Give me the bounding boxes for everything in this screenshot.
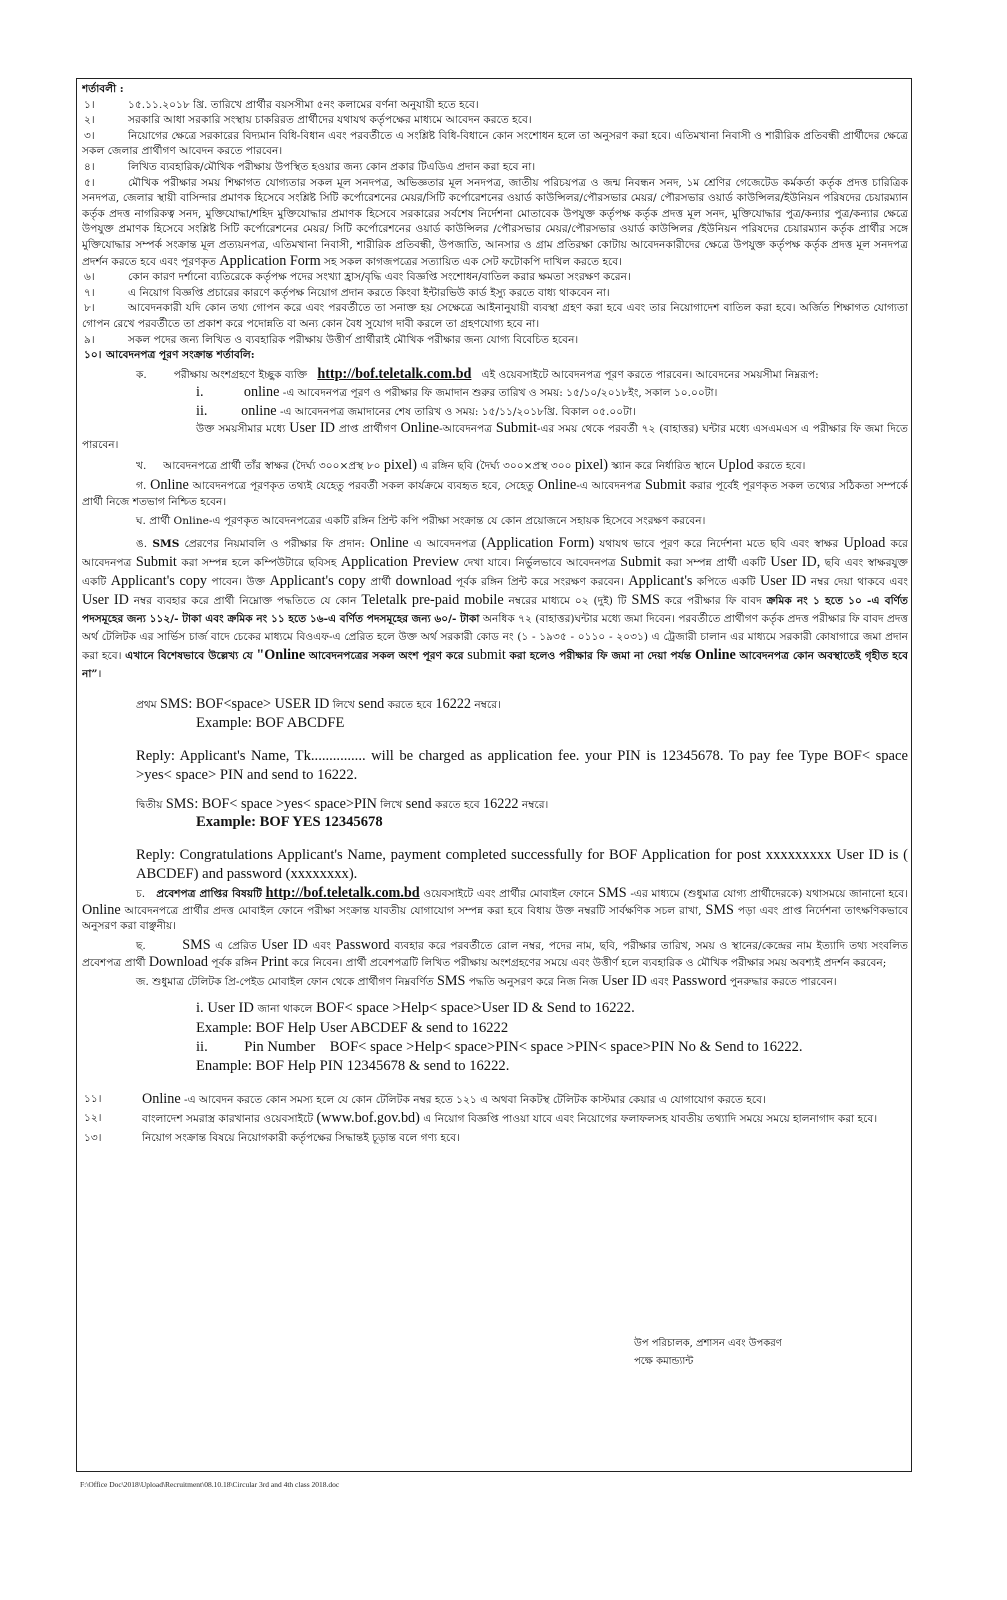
clause-label: ক. xyxy=(136,368,147,381)
sms-example-2: Example: BOF YES 12345678 xyxy=(196,814,383,831)
term-item-8 xyxy=(82,301,908,332)
clause-label: ঙ. xyxy=(136,538,148,551)
recover-userid-example: Example: BOF Help User ABCDEF & send to 16222 xyxy=(196,1019,509,1036)
term-item-12: ১২। বাংলাদেশ সমরাস্ত্র কারখানার ওয়েবসাইটে (www.bof.gov.bd) এ নিয়োগ বিজ্ঞপ্তি পাওয়া যাবে এবং নিয়োগের ফলাফলসহ যাবতীয় তথ্যাদি সময়ে সময়ে হালনাগাদ করা হবে। xyxy=(84,1110,878,1127)
sms-example-1: Example: BOF ABCDFE xyxy=(196,714,345,731)
clause-ca: চ. প্রবেশপত্র প্রাপ্তির বিষয়টি http://bof.teletalk.com.bd ওয়েবসাইটে এবং প্রার্থীর মোবাইল ফোনে SMS -এর মাধ্যমে (শুধুমাত্র যোগ্য প্রার্থীদেরকে) যথাসময়ে জানানো হবে। Online আবেদনপত্রে প্রার্থীর প্রদত্ত মোবাইল ফোনে পরীক্ষা সংক্রান্ত যাবতীয় যোগাযোগ সম্পন্ন করা হবে বিধায় উক্ত নম্বরটি সার্বক্ষণিক সচল রাখা, SMS পড়া এবং প্রাপ্ত নির্দেশনা তাৎক্ষণিকভাবে অনুসরণ করা বাঞ্ছনীয়। xyxy=(82,885,908,933)
clause-kha: খ. আবেদনপত্রে প্রার্থী তাঁর স্বাক্ষর (দৈর্ঘ্য ৩০০×প্রস্থ ৮০ pixel) এ রঙ্গিন ছবি (দৈর্ঘ্য ৩০০×প্রস্থ ৩০০ pixel) স্ক্যান করে নির্ধারিত স্থানে Uplod করতে হবে। xyxy=(136,456,806,473)
sms-reply-1: Reply: Applicant's Name, Tk............... will be charged as application fee. your PIN is 12345678. To pay fee Type BOF< space >yes< space> PIN and send to 16222. xyxy=(136,747,908,783)
term-item-1 xyxy=(82,98,908,114)
term-number: ৬। xyxy=(84,271,95,284)
teletalk-link-2[interactable]: http://bof.teletalk.com.bd xyxy=(265,885,420,902)
term-item-6 xyxy=(82,270,908,286)
term-number: ১৩। xyxy=(84,1131,102,1144)
term-item-3 xyxy=(82,129,908,160)
application-form-text: Application Form xyxy=(219,252,321,269)
term-number: ১২। xyxy=(84,1112,102,1125)
term-item-13 xyxy=(82,1131,908,1147)
recover-pin-line: ii. Pin Number BOF< space >Help< space>PIN< space >PIN< space>PIN No & Send to 16222. xyxy=(196,1038,803,1055)
end-date: ১৫/১১/২০১৮খ্রি. বিকাল ০৫.০০টা। xyxy=(481,405,636,418)
term-number: ৮। xyxy=(84,302,95,315)
signatory-on-behalf: পক্ষে কমান্ড্যান্ট xyxy=(634,1356,694,1367)
file-path-footer: F:\Office Doc\2018\Upload\Recruitment\08.10.18\Circular 3rd and 4th class 2018.doc xyxy=(80,1480,340,1489)
term-number: ১। xyxy=(84,98,95,111)
clause-ja: জ. শুধুমাত্র টেলিটক প্রি-পেইড মোবাইল ফোন থেকে প্রার্থীগণ নিম্নবর্ণিত SMS পদ্ধতি অনুসরণ করে নিজ নিজ User ID এবং Password পুনরুদ্ধার করতে পারবেন। xyxy=(136,973,837,990)
clause-cha: ছ. SMS এ প্রেরিত User ID এবং Password ব্যবহার করে পরবর্তীতে রোল নম্বর, পদের নাম, ছবি, পরীক্ষার তারিখ, সময় ও স্থানের/কেন্দ্রের নাম ইত্যাদি তথ্য সংবলিত প্রবেশপত্র প্রার্থী Download পূর্বক রঙ্গিন Print করে নিবেন। প্রার্থী প্রবেশপত্রটি লিখিত পরীক্ষায় অংশগ্রহণের সময়ে এবং উত্তীর্ণ হলে ব্যবহারিক ও মৌখিক পরীক্ষার সময় অবশ্যই প্রদর্শন করবেন; xyxy=(82,937,908,970)
term-item-10 xyxy=(82,348,908,364)
signatory-designation: উপ পরিচালক, প্রশাসন এবং উপকরণ xyxy=(634,1338,782,1349)
clause-label: চ. xyxy=(136,888,146,901)
term-text: নিয়োগের ক্ষেত্রে সরকারের বিদ্যমান বিধি-বিধান এবং পরবর্তীতে এ সংশ্লিষ্ট বিধি-বিধানে কোন সংশোধন হলে তা অনুসরণ করা হবে। এতিমখানা নিবাসী ও শারীরিক প্রতিবন্ধী প্রার্থীদের ক্ষেত্রে সকল জেলার প্রার্থীগণ আবেদন করতে পারবেন। xyxy=(82,129,908,158)
term-number: ৪। xyxy=(84,160,95,173)
term-text: লিখিত ব্যবহারিক/মৌখিক পরীক্ষায় উপস্থিত হওয়ার জন্য কোন প্রকার টিএডিএ প্রদান করা হবে না। xyxy=(128,160,536,173)
term-text: ১৫.১১.২০১৮ খ্রি. তারিখে প্রার্থীর বয়সসীমা ৫নং কলামের বর্ণনা অনুযায়ী হতে হবে। xyxy=(128,98,479,111)
time-line-ii: ii. online -এ আবেদনপত্র জমাদানের শেষ তারিখ ও সময়: ১৫/১১/২০১৮খ্রি. বিকাল ০৫.০০টা। xyxy=(196,402,636,419)
term-number: ৩। xyxy=(84,129,95,142)
sms-instruction-2: দ্বিতীয় SMS: BOF< space >yes< space>PIN লিখে send করতে হবে 16222 নম্বরে। xyxy=(136,795,549,812)
teletalk-link[interactable]: http://bof.teletalk.com.bd xyxy=(317,365,472,382)
clause-label: ঘ. xyxy=(136,515,146,528)
clause-gha: ঘ. প্রার্থী Online-এ পূরণকৃত আবেদনপত্রের একটি রঙ্গিন প্রিন্ট কপি পরীক্ষা সংক্রান্ত যে কোন প্রয়োজনে সহায়ক হিসেবে সংরক্ষণ করবেন। xyxy=(136,515,706,528)
term-text: এ নিয়োগ বিজ্ঞপ্তি প্রচারের কারণে কর্তৃপক্ষ নিয়োগ প্রদান করতে কিংবা ইন্টারভিউ কার্ড ইস্যু করতে বাধ্য থাকবেন না। xyxy=(128,286,610,299)
term-text: সহ সকল কাগজপত্রের সত্যায়িত এক সেট ফটোকপি দাখিল করতে হবে। xyxy=(324,255,622,268)
term-text: আবেদনপত্র পূরণ সংক্রান্ত শর্তাবলি: xyxy=(106,349,255,362)
term-number: ৫। xyxy=(84,176,95,189)
term-text: নিয়োগ সংক্রান্ত বিষয়ে নিয়োগকারী কর্তৃপক্ষের সিদ্ধান্তই চূড়ান্ত বলে গণ্য হবে। xyxy=(142,1131,460,1144)
term-item-7 xyxy=(82,286,908,302)
signature-block xyxy=(634,1335,782,1371)
time-line-i: i. online -এ আবেদনপত্র পূরণ ও পরীক্ষার ফি জমাদান শুরুর তারিখ ও সময়: ১৫/১০/২০১৮ইং, সকাল ১০.০০টা। xyxy=(196,384,718,401)
term-text: সরকারি আধা সরকারি সংস্থায় চাকরিরত প্রার্থীদের যথাযথ কর্তৃপক্ষের মাধ্যমে আবেদন করতে হবে। xyxy=(128,114,532,127)
clause-uo: ঙ. SMS প্রেরণের নিয়মাবলি ও পরীক্ষার ফি প্রদান: Online এ আবেদনপত্র (Application Form) যথাযথ ভাবে পূরণ করে নির্দেশনা মতে ছবি এবং স্বাক্ষর Upload করে আবেদনপত্র Submit করা সম্পন্ন হলে কম্পিউটারে ছবিসহ Application Preview দেখা যাবে। নির্ভুলভাবে আবেদনপত্র Submit করা সম্পন্ন প্রার্থী একটি User ID, ছবি এবং স্বাক্ষরযুক্ত একটি Applicant's copy পাবেন। উক্ত Applicant's copy প্রার্থী download পূর্বক রঙ্গিন প্রিন্ট করে সংরক্ষণ করবেন। Applicant's কপিতে একটি User ID নম্বর দেয়া থাকবে এবং User ID নম্বর ব্যবহার করে প্রার্থী নিম্নোক্ত পদ্ধতিতে যে কোন Teletalk pre-paid mobile নম্বরের মাধ্যমে ০২ (দুই) টি SMS করে পরীক্ষার ফি বাবদ ক্রমিক নং ১ হতে ১০ -এ বর্ণিত পদসমূহের জন্য ১১২/- টাকা এবং ক্রমিক নং ১১ হতে ১৬-এ বর্ণিত পদসমূহের জন্য ৬০/- টাকা অনধিক ৭২ (বাহাত্তর)ঘন্টার মধ্যে জমা দিবেন। পরবর্তীতে প্রার্থীগণ কর্তৃক প্রদত্ত পরীক্ষার ফি বাবদ প্রদত্ত অর্থ টেলিটক এর সার্ভিস চার্জ বাদে চেকের মাধ্যমে বিওএফ-এ প্রেরিত হলে উক্ত অর্থ সরকারী কোড নং (১ - ১৯৩৫ - ০১১০ - ২০৩১) এ ট্রেজারী চালান এর মাধ্যমে সরকারী কোষাগারে জমা প্রদান করা হবে। এখানে বিশেষভাবে উল্লেখ্য যে "Online আবেদনপত্রের সকল অংশ পূরণ করে submit করা হলেও পরীক্ষার ফি জমা না দেয়া পর্যন্ত Online আবেদনপত্র কোন অবস্থাতেই গৃহীত হবে না”। xyxy=(82,535,908,681)
start-date: ১৫/১০/২০১৮ইং, সকাল ১০.০০টা। xyxy=(566,387,718,400)
term-item-4 xyxy=(82,160,908,176)
term-item-5 xyxy=(82,176,908,271)
term-text: আবেদনকারী যদি কোন তথ্য গোপন করে এবং পরবর্তীতে তা সনাক্ত হয় সেক্ষেত্রে আইনানুযায়ী ব্যবস্থা গ্রহণ করা হবে এবং তার নিয়োগাদেশ বাতিল করা হবে। অর্জিত শিক্ষাগত যোগ্যতা গোপন রেখে পরবর্তীতে তা প্রকাশ করে পদোন্নতি বা অন্য কোন বৈধ সুযোগ দাবী করলে তা গ্রহণযোগ্য হবে না। xyxy=(82,302,908,330)
term-number: ১১। xyxy=(84,1092,102,1105)
fee-amount-text: ক্রমিক নং ১ হতে ১০ -এ বর্ণিত পদসমূহের জন্য ১১২/- টাকা এবং ক্রমিক নং ১১ হতে ১৬-এ বর্ণিত পদসমূহের জন্য ৬০/- টাকা xyxy=(82,595,908,626)
clause-label: খ. xyxy=(136,459,147,472)
clause-ga: গ. Online আবেদনপত্রে পূরণকৃত তথ্যই যেহেতু পরবর্তী সকল কার্যক্রমে ব্যবহৃত হবে, সেহেতু Online-এ আবেদনপত্র Submit করার পূর্বেই পূরণকৃত সকল তথ্যের সঠিকতা সম্পর্কে প্রার্থী নিজে শতভাগ নিশ্চিত হবেন। xyxy=(82,477,908,508)
term-number: ৭। xyxy=(84,286,95,299)
term-item-11: ১১। Online -এ আবেদন করতে কোন সমস্য হলে যে কোন টেলিটক নম্বর হতে ১২১ এ অথবা নিকটস্থ টেলিটক কাস্টমার কেয়ার এ যোগাযোগ করতে হবে। xyxy=(84,1090,766,1107)
term-number: ৯। xyxy=(84,333,95,346)
term-item-9 xyxy=(82,333,908,349)
term-text: সকল পদের জন্য লিখিত ও ব্যবহারিক পরীক্ষায় উত্তীর্ণ প্রার্থীরাই মৌখিক পরীক্ষার জন্য যোগ্য বিবেচিত হবেন। xyxy=(128,333,579,346)
term-text: মৌখিক পরীক্ষার সময় শিক্ষাগত যোগ্যতার সকল মূল সনদপত্র, অভিজ্ঞতার মূল সনদপত্র, জাতীয় পরিচয়পত্র ও জন্ম নিবন্ধন সনদ, ১ম শ্রেণির গেজেটেড কর্মকর্তা কর্তৃক প্রদত্ত চারিত্রিক সনদপত্র, জেলার স্থায়ী বাসিন্দার প্রমাণক হিসেবে সংশ্লিষ্ট সিটি কর্পোরেশনের মেয়র/সিটি কর্পোরেশনের ওয়ার্ড কাউন্সিলর/পৌরসভার মেয়র/ পৌরসভার ওয়ার্ড কাউন্সিলর/ইউনিয়ন পরিষদের চেয়ারম্যান কর্তৃক প্রদত্ত নাগরিকত্ব সনদ, মুক্তিযোদ্ধা/শহিদ মুক্তিযোদ্ধার প্রমাণক হিসেবে সরকারের সর্বশেষ নির্দেশনা মোতাবেক উপযুক্ত কর্তৃপক্ষ কর্তৃক প্রদত্ত মূল সনদ, মুক্তিযোদ্ধার পুত্র/কন্যার পুত্র/কন্যার ক্ষেত্রে উপযুক্ত প্রমাণক হিসেবে সংশ্লিষ্ট সিটি কর্পোরেশনের মেয়র/ সিটি কর্পোরেশনের ওয়ার্ড কাউন্সিলর /পৌরসভার মেয়র/পৌরসভার ওয়ার্ড কাউন্সিলর /ইউনিয়ন পরিষদের চেয়ারম্যান কর্তৃক প্রার্থীর সঙ্গে মুক্তিযোদ্ধার সম্পর্ক সংক্রান্ত মূল প্রত্যয়নপত্র, এতিমখানা নিবাসী, শারীরিক প্রতিবন্ধী, উপজাতি, আনসার ও গ্রাম প্রতিরক্ষা কোটায় আবেদনকারীদের ক্ষেত্রে উপযুক্ত কর্তৃপক্ষ কর্তৃক প্রদত্ত মূল সনদপত্র প্রদর্শন করতে হবে এবং পূরণকৃত xyxy=(82,176,908,268)
term-item-2 xyxy=(82,113,908,129)
sms-instruction-1: প্রথম SMS: BOF<space> USER ID লিখে send করতে হবে 16222 নম্বরে। xyxy=(136,696,501,713)
recover-pin-example: Enample: BOF Help PIN 12345678 & send to 16222. xyxy=(196,1057,510,1074)
recover-userid-line: i. User ID জানা থাকলে BOF< space >Help< space>User ID & Send to 16222. xyxy=(196,999,635,1016)
term-number: ১০। xyxy=(84,349,102,362)
section-heading: শর্তাবলী : xyxy=(82,83,124,95)
clause-label: ছ. xyxy=(136,940,146,952)
term-number: ২। xyxy=(84,114,95,127)
clause-ka-note: উক্ত সময়সীমার মধ্যে User ID প্রাপ্ত প্রার্থীগণ Online-আবেদনপত্র Submit-এর সময় থেকে পরবর্তী ৭২ (বাহাত্তর) ঘন্টার মধ্যে এসএমএস এ পরীক্ষার ফি জমা দিতে পারবেন। xyxy=(82,420,908,452)
clause-ka: ক. পরীক্ষায় অংশগ্রহণে ইচ্ছুক ব্যক্তি http://bof.teletalk.com.bd এই ওয়েবসাইটে আবেদনপত্র পূরণ করতে পারবেন। আবেদনের সময়সীমা নিম্নরূপ: xyxy=(136,365,819,382)
sms-reply-2: Reply: Congratulations Applicant's Name, payment completed successfully for BOF Application for post xxxxxxxxx User ID is ( ABCDEF) and password (xxxxxxxx). xyxy=(136,847,908,883)
terms-section xyxy=(82,80,908,1470)
term-text: কোন কারণ দর্শানো ব্যতিরেকে কর্তৃপক্ষ পদের সংখ্যা হ্রাস/বৃদ্ধি এবং বিজ্ঞপ্তি সংশোধন/বাতিল করার ক্ষমতা সংরক্ষণ করেন। xyxy=(128,271,631,284)
clause-label: গ. xyxy=(136,480,147,493)
